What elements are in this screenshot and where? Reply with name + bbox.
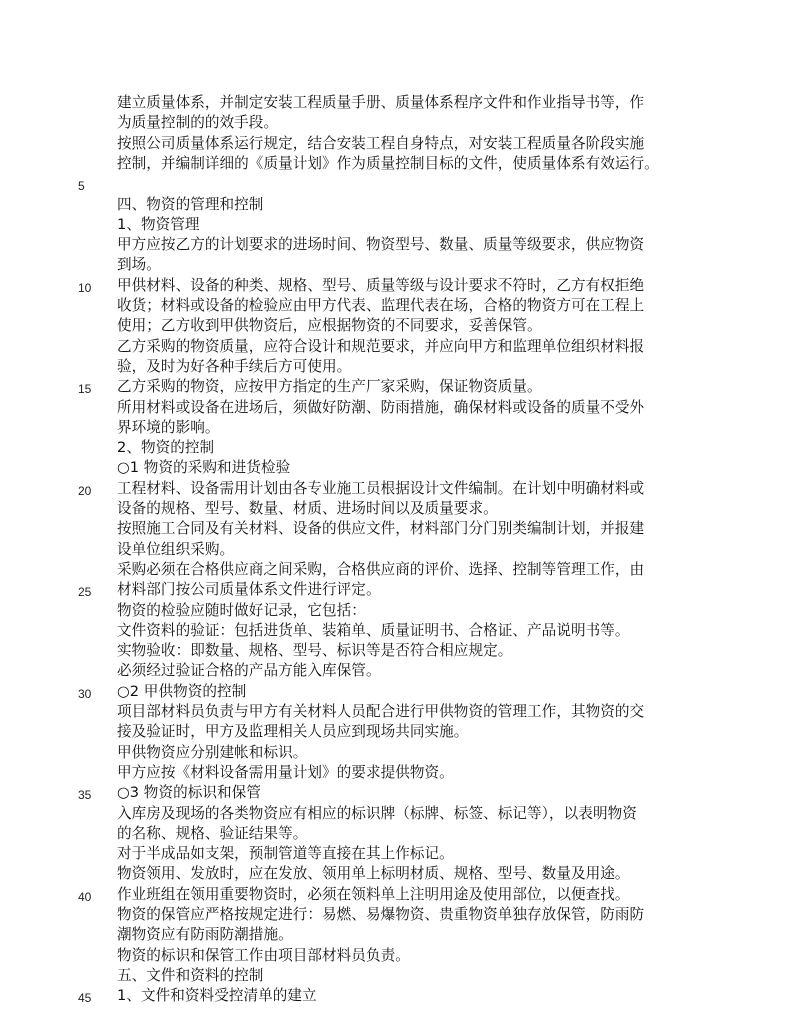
text-line: 材料部门按公司质量体系文件进行评定。 xyxy=(117,581,381,598)
line-number xyxy=(78,419,102,441)
line-number xyxy=(78,744,102,766)
text-line: ○1 物资的采购和进货检验 xyxy=(117,459,291,476)
text-line: 甲供材料、设备的种类、规格、型号、质量等级与设计要求不符时，乙方有权拒绝 xyxy=(117,277,645,294)
line-number xyxy=(78,642,102,664)
line-number xyxy=(78,297,102,319)
text-line: 为质量控制的的效手段。 xyxy=(117,114,279,131)
text-line: 实物验收：即数量、规格、型号、标识等是否符合相应规定。 xyxy=(117,642,513,659)
line-number xyxy=(78,703,102,725)
line-number xyxy=(78,561,102,583)
text-line: 物资的保管应严格按规定进行：易燃、易爆物资、贵重物资单独存放保管，防雨防 xyxy=(117,906,645,923)
text-line: 项目部材料员负责与甲方有关材料人员配合进行甲供物资的管理工作，其物资的交 xyxy=(117,703,645,720)
line-number: 20 xyxy=(78,484,92,498)
text-line: 甲方应按乙方的计划要求的进场时间、物资型号、数量、质量等级要求，供应物资 xyxy=(117,236,645,253)
text-line: 必须经过验证合格的产品方能入库保管。 xyxy=(117,662,381,679)
text-line: 收货；材料或设备的检验应由甲方代表、监理代表在场，合格的物资方可在工程上 xyxy=(117,297,645,314)
line-number xyxy=(78,906,102,928)
text-line: 1、物资管理 xyxy=(117,216,200,233)
line-number xyxy=(78,399,102,421)
text-line: 潮物资应有防雨防潮措施。 xyxy=(117,926,293,943)
line-number xyxy=(78,439,102,461)
line-number: 15 xyxy=(78,382,92,396)
text-line: 建立质量体系，并制定安装工程质量手册、质量体系程序文件和作业指导书等，作 xyxy=(117,94,645,111)
line-number xyxy=(78,338,102,360)
line-number xyxy=(78,236,102,258)
line-number: 5 xyxy=(78,179,85,193)
text-line: 物资领用、发放时，应在发放、领用单上标明材质、规格、型号、数量及用途。 xyxy=(117,865,630,882)
line-number xyxy=(78,865,102,887)
line-number xyxy=(78,723,102,745)
text-line: 设单位组织采购。 xyxy=(117,541,235,558)
text-line: 按照施工合同及有关材料、设备的供应文件，材料部门分门别类编制计划，并报建 xyxy=(117,520,645,537)
line-number xyxy=(78,114,102,136)
text-line: 物资的检验应随时做好记录，它包括： xyxy=(117,602,366,619)
line-number xyxy=(78,926,102,948)
text-line: 接及验证时，甲方及监理相关人员应到现场共同实施。 xyxy=(117,723,469,740)
text-line: 乙方采购的物资质量，应符合设计和规范要求，并应向甲方和监理单位组织材料报 xyxy=(117,338,645,355)
text-line: 的名称、规格、验证结果等。 xyxy=(117,825,308,842)
line-number xyxy=(78,317,102,339)
line-number xyxy=(78,155,102,177)
line-number xyxy=(78,256,102,278)
line-number xyxy=(78,662,102,684)
text-line: 文件资料的验证：包括进货单、装箱单、质量证明书、合格证、产品说明书等。 xyxy=(117,622,630,639)
line-number xyxy=(78,459,102,481)
text-line: 采购必须在合格供应商之间采购，合格供应商的评价、选择、控制等管理工作，由 xyxy=(117,561,645,578)
text-line: 入库房及现场的各类物资应有相应的标识牌（标牌、标签、标记等），以表明物资 xyxy=(117,805,637,822)
text-line: 验，及时为好各种手续后方可使用。 xyxy=(117,358,352,375)
line-number xyxy=(78,845,102,867)
text-line: ○2 甲供物资的控制 xyxy=(117,683,247,700)
line-number xyxy=(78,358,102,380)
text-line: 工程材料、设备需用计划由各专业施工员根据设计文件编制。在计划中明确材料或 xyxy=(117,480,645,497)
line-number xyxy=(78,541,102,563)
line-number xyxy=(78,764,102,786)
text-line: 甲供物资应分别建帐和标识。 xyxy=(117,744,308,761)
line-number xyxy=(78,135,102,157)
line-number: 45 xyxy=(78,991,92,1005)
line-number xyxy=(78,622,102,644)
text-line: 1、文件和资料受控清单的建立 xyxy=(117,987,317,1004)
text-line: ○3 物资的标识和保管 xyxy=(117,784,261,801)
line-number xyxy=(78,602,102,624)
text-line: 界环境的影响。 xyxy=(117,419,220,436)
text-line: 物资的标识和保管工作由项目部材料员负责。 xyxy=(117,947,410,964)
text-line: 对于半成品如支架，预制管道等直接在其上作标记。 xyxy=(117,845,454,862)
line-number: 25 xyxy=(78,585,92,599)
line-number xyxy=(78,520,102,542)
text-line: 甲方应按《材料设备需用量计划》的要求提供物资。 xyxy=(117,764,454,781)
text-line: 五、文件和资料的控制 xyxy=(117,967,264,984)
line-number xyxy=(78,967,102,989)
text-line: 使用；乙方收到甲供物资后，应根据物资的不同要求，妥善保管。 xyxy=(117,317,542,334)
text-line: 设备的规格、型号、数量、材质、进场时间以及质量要求。 xyxy=(117,500,498,517)
line-number xyxy=(78,805,102,827)
line-number: 35 xyxy=(78,788,92,802)
text-line: 按照公司质量体系运行规定，结合安装工程自身特点，对安装工程质量各阶段实施 xyxy=(117,135,645,152)
line-number: 30 xyxy=(78,687,92,701)
line-number: 40 xyxy=(78,890,92,904)
text-line: 到场。 xyxy=(117,256,161,273)
text-line xyxy=(117,173,687,195)
line-number: 10 xyxy=(78,281,92,295)
line-number xyxy=(78,947,102,969)
text-line: 作业班组在领用重要物资时，必须在领料单上注明用途及使用部位，以便查找。 xyxy=(117,886,630,903)
text-line: 乙方采购的物资，应按甲方指定的生产厂家采购，保证物资质量。 xyxy=(117,378,542,395)
line-number xyxy=(78,216,102,238)
text-line: 控制，并编制详细的《质量计划》作为质量控制目标的文件，使质量体系有效运行。 xyxy=(117,155,659,172)
line-number xyxy=(78,94,102,116)
line-number xyxy=(78,825,102,847)
line-number xyxy=(78,196,102,218)
line-number xyxy=(78,500,102,522)
text-line: 2、物资的控制 xyxy=(117,439,215,456)
text-line: 所用材料或设备在进场后，须做好防潮、防雨措施，确保材料或设备的质量不受外 xyxy=(117,399,645,416)
text-line: 四、物资的管理和控制 xyxy=(117,196,264,213)
